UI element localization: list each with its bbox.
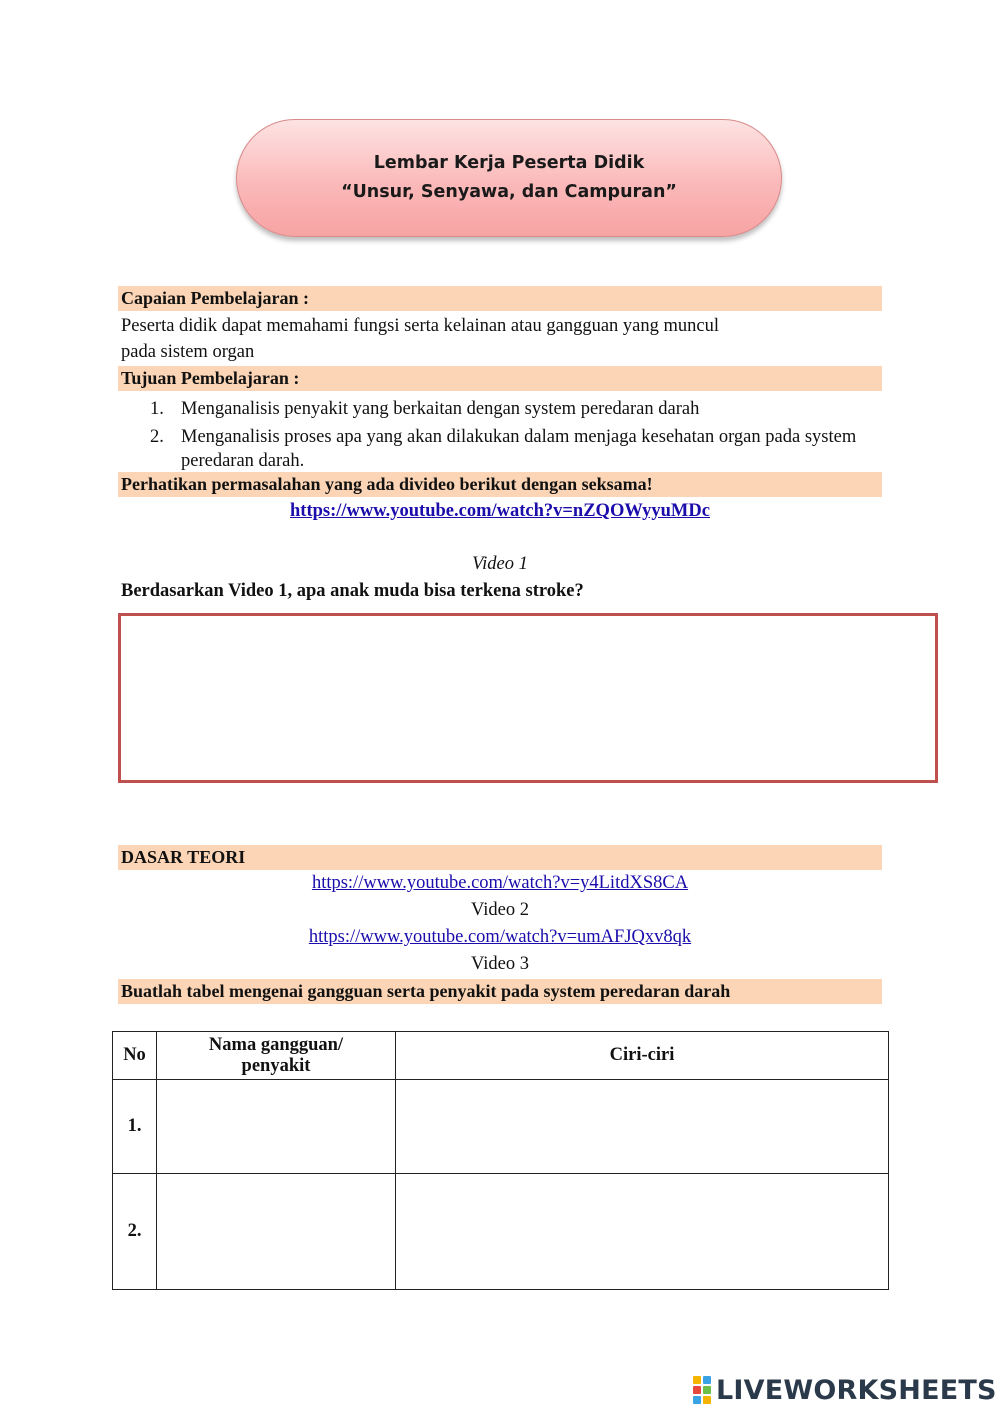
list-item-text: Menganalisis penyakit yang berkaitan dengan system peredaran darah [181, 399, 700, 419]
perhatikan-heading: Perhatikan permasalahan yang ada divideo berikut dengan seksama! [118, 472, 882, 497]
list-item-text: Menganalisis proses apa yang akan dilakukan dalam menjaga kesehatan organ pada system peredaran darah. [181, 427, 857, 471]
video-2-link[interactable]: https://www.youtube.com/watch?v=y4LitdXS8CA [311, 873, 689, 893]
header-ciri: Ciri-ciri [396, 1032, 889, 1080]
row-number: 1. [113, 1080, 157, 1174]
tujuan-list [150, 397, 880, 477]
answer-textbox[interactable] [118, 613, 938, 783]
title-banner [236, 119, 782, 237]
header-nama [157, 1032, 396, 1080]
ciri-cell-input[interactable] [396, 1080, 889, 1174]
nama-cell-input[interactable] [157, 1080, 396, 1174]
video-2-caption: Video 2 [471, 900, 529, 920]
liveworksheets-logo [693, 1374, 997, 1406]
list-item [150, 397, 880, 421]
title-line-1: Lembar Kerja Peserta Didik [373, 153, 645, 173]
nama-cell-input[interactable] [157, 1174, 396, 1290]
dasar-teori-heading: DASAR TEORI [118, 845, 882, 870]
logo-blocks-icon [693, 1376, 711, 1404]
disease-table [112, 1031, 889, 1290]
list-item-number: 2. [150, 427, 164, 447]
table-row [113, 1174, 889, 1290]
video-3-link[interactable]: https://www.youtube.com/watch?v=umAFJQxv8qk [308, 927, 692, 947]
video-1-caption: Video 1 [472, 554, 528, 574]
capaian-text-line-2: pada sistem organ [121, 342, 255, 362]
tujuan-heading: Tujuan Pembelajaran : [118, 366, 882, 391]
video-1-link[interactable]: https://www.youtube.com/watch?v=nZQOWyyuMDc [290, 501, 710, 521]
table-row [113, 1080, 889, 1174]
logo-text: LIVEWORKSHEETS [716, 1374, 997, 1406]
header-no: No [113, 1032, 157, 1080]
header-nama-line-2: penyakit [241, 1055, 311, 1076]
ciri-cell-input[interactable] [396, 1174, 889, 1290]
video-3-caption: Video 3 [471, 954, 529, 974]
list-item-number: 1. [150, 399, 164, 419]
question-text: Berdasarkan Video 1, apa anak muda bisa terkena stroke? [121, 581, 584, 601]
row-number: 2. [113, 1174, 157, 1290]
header-nama-line-1: Nama gangguan/ [208, 1034, 344, 1055]
table-header-row [113, 1032, 889, 1080]
capaian-text-line-1: Peserta didik dapat memahami fungsi serta kelainan atau gangguan yang muncul [121, 316, 719, 336]
title-line-2: “Unsur, Senyawa, dan Campuran” [341, 182, 677, 202]
capaian-heading: Capaian Pembelajaran : [118, 286, 882, 311]
list-item [150, 425, 880, 473]
task-heading: Buatlah tabel mengenai gangguan serta penyakit pada system peredaran darah [118, 979, 882, 1004]
